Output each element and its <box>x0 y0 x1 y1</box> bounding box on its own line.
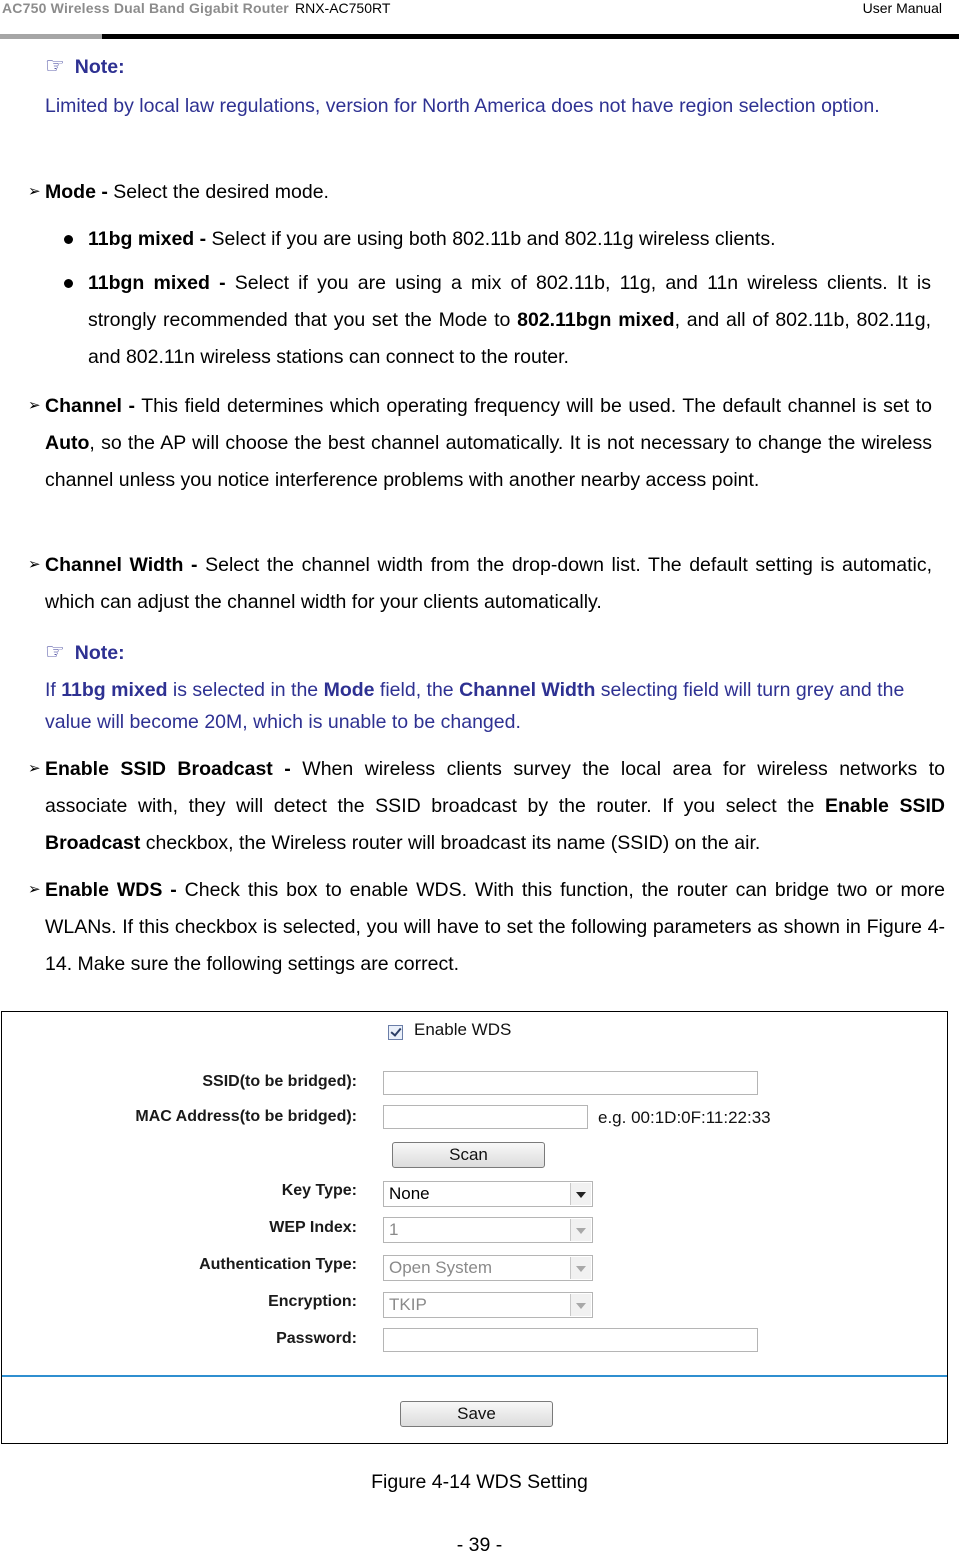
key-type-select[interactable] <box>383 1181 593 1207</box>
arrow-bullet-icon: ➢ <box>28 760 41 777</box>
mac-address-label: MAC Address(to be bridged): <box>135 1108 357 1125</box>
authentication-type-value: Open System <box>389 1258 492 1277</box>
note-text-part: field, the <box>374 679 460 701</box>
bullet-text: Select if you are using both 802.11b and 802.11g wireless clients. <box>206 228 776 250</box>
wds-term: Enable WDS - <box>45 879 177 901</box>
bullet-11bg <box>88 221 931 258</box>
bullet-11bgn <box>88 265 931 376</box>
mode-text: Select the desired mode. <box>107 181 329 203</box>
note-text <box>45 674 945 738</box>
header-left <box>2 0 390 16</box>
wds-settings-figure <box>1 1011 948 1444</box>
note-bold-part: Mode <box>323 679 375 701</box>
mac-address-input[interactable] <box>383 1105 588 1129</box>
arrow-bullet-icon: ➢ <box>28 881 41 898</box>
note-text: Limited by local law regulations, version for North America does not have region selection option. <box>45 95 880 117</box>
bullet-bold: 802.11bgn mixed <box>517 309 675 331</box>
page-number: - 39 - <box>456 1534 503 1556</box>
figure-caption: Figure 4-14 WDS Setting <box>371 1471 588 1493</box>
note-bold-part: 11bg mixed <box>61 679 168 701</box>
bullet-text: Select if you are using a mix of 802.11b, 11g, and 11n wireless clients. It is strongly recommended that you set the Mode to <box>88 272 931 331</box>
password-label: Password: <box>276 1330 357 1347</box>
authentication-type-select <box>383 1255 593 1281</box>
note-bold-part: Channel Width <box>459 679 596 701</box>
figure-separator <box>2 1375 947 1377</box>
channel-text: This field determines which operating frequency will be used. The default channel is set to <box>135 395 932 417</box>
enable-wds-checkbox[interactable] <box>388 1025 403 1040</box>
ssid-broadcast-text: When wireless clients survey the local area for wireless networks to associate with, they will detect the SSID broadcast by the router. If you select the <box>45 758 945 817</box>
authentication-type-label: Authentication Type: <box>199 1256 357 1273</box>
note-heading <box>45 53 125 80</box>
wds-text: Check this box to enable WDS. With this function, the router can bridge two or more WLANs. If this checkbox is selected, you will have to set the following parameters as shown in Figure 4-14. Make sure the following settings are correct. <box>45 879 945 975</box>
channel-paragraph <box>45 388 932 499</box>
ssid-broadcast-bold: Enable SSID Broadcast <box>45 795 945 854</box>
doc-type: User Manual <box>862 0 942 16</box>
password-input[interactable] <box>383 1328 758 1352</box>
key-type-value: None <box>389 1184 430 1203</box>
channel-term: Channel - <box>45 395 135 417</box>
arrow-bullet-icon: ➢ <box>28 556 41 573</box>
pointing-hand-icon: ☞ <box>45 53 65 78</box>
bullet-dot-icon <box>64 279 73 288</box>
wep-index-value: 1 <box>389 1220 399 1239</box>
wep-index-label: WEP Index: <box>269 1219 357 1236</box>
note-title-text: Note: <box>74 56 125 78</box>
channel-width-text: Select the channel width from the drop-down list. The default setting is automatic, which can adjust the channel width for your clients automatically. <box>45 554 932 613</box>
ssid-broadcast-text: checkbox, the Wireless router will broadcast its name (SSID) on the air. <box>140 832 761 854</box>
enable-wds-label: Enable WDS <box>414 1020 512 1039</box>
chevron-down-icon <box>570 1294 591 1316</box>
chevron-down-icon <box>570 1257 591 1279</box>
ssid-input[interactable] <box>383 1071 758 1095</box>
ssid-label: SSID(to be bridged): <box>202 1073 357 1090</box>
mode-paragraph <box>45 174 945 211</box>
product-name: AC750 Wireless Dual Band Gigabit Router <box>2 0 289 16</box>
note-text-part: selecting field will turn grey and the value will become 20M, which is unable to be changed. <box>45 679 905 733</box>
arrow-bullet-icon: ➢ <box>28 183 41 200</box>
bullet-term: 11bgn mixed - <box>88 272 226 294</box>
mode-term: Mode - <box>45 181 108 203</box>
note-text-part: If <box>45 679 62 701</box>
pointing-hand-icon: ☞ <box>45 639 65 664</box>
note-heading <box>45 639 125 666</box>
ssid-broadcast-term: Enable SSID Broadcast - <box>45 758 291 780</box>
bullet-text: , and all of 802.11b, 802.11g, and 802.11n wireless stations can connect to the router. <box>88 309 931 368</box>
encryption-label: Encryption: <box>268 1293 357 1310</box>
save-button[interactable]: Save <box>400 1401 553 1427</box>
note-title-text: Note: <box>74 642 125 664</box>
note-text-part: is selected in the <box>167 679 324 701</box>
chevron-down-icon <box>570 1219 591 1241</box>
header-rule-black <box>102 34 959 39</box>
bullet-term: 11bg mixed - <box>88 228 207 250</box>
bullet-dot-icon <box>64 235 73 244</box>
mac-example-hint: e.g. 00:1D:0F:11:22:33 <box>598 1108 771 1127</box>
key-type-label: Key Type: <box>281 1182 357 1199</box>
wds-paragraph <box>45 872 945 983</box>
header-rule-grey <box>0 34 102 39</box>
chevron-down-icon[interactable] <box>570 1183 591 1205</box>
encryption-select <box>383 1292 593 1318</box>
encryption-value: TKIP <box>389 1295 427 1314</box>
channel-width-paragraph <box>45 547 932 621</box>
model-number: RNX-AC750RT <box>294 0 391 16</box>
channel-width-term: Channel Width - <box>45 554 198 576</box>
channel-bold: Auto <box>45 432 90 454</box>
scan-button[interactable]: Scan <box>392 1142 545 1168</box>
ssid-broadcast-paragraph <box>45 751 945 862</box>
page-header <box>0 0 959 40</box>
arrow-bullet-icon: ➢ <box>28 397 41 414</box>
channel-text: , so the AP will choose the best channel automatically. It is not necessary to change the wireless channel unless you notice interference problems with another nearby access point. <box>45 432 932 491</box>
wep-index-select <box>383 1217 593 1243</box>
